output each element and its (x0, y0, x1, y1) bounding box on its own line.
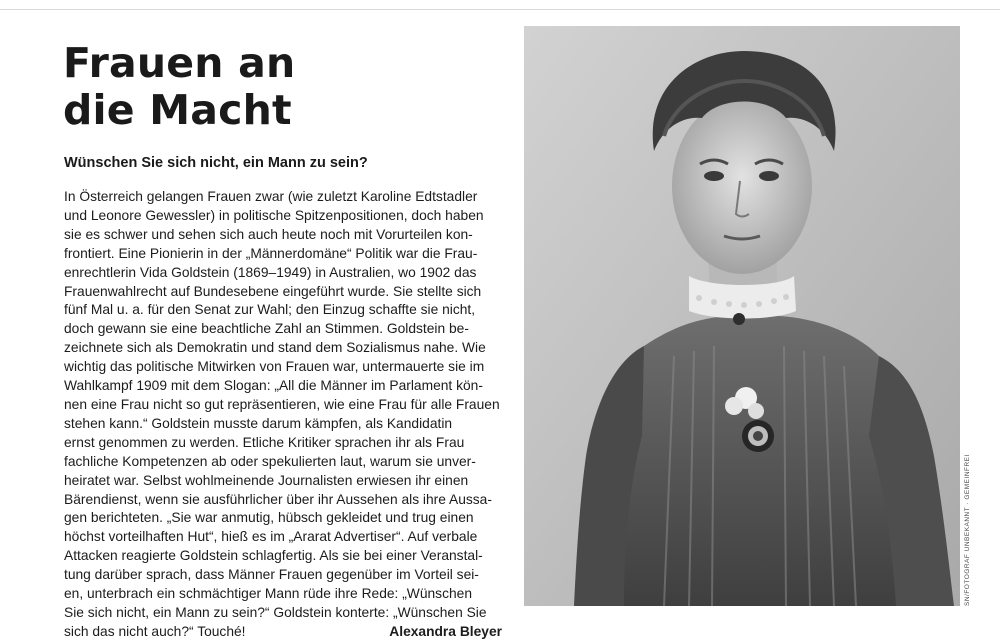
author-name: Alexandra Bleyer (389, 623, 502, 639)
headline (63, 40, 295, 134)
body-line: Attacken reagierte Goldstein schlagfertig. Als sie bei einer Veranstal- (64, 548, 483, 564)
body-line: Frauenwahlrecht auf Bundesebene eingeführt wurde. Sie stellte sich (64, 283, 482, 299)
body-line: ernst genommen zu werden. Etliche Kritiker sprachen ihr als Frau (64, 434, 465, 450)
body-line: Wahlkampf 1909 mit dem Slogan: „All die Männer im Parlament kön- (64, 378, 483, 394)
body-line: sich das nicht auch?“ Touché! (64, 623, 246, 639)
body-line: en, unterbrach ein schmächtiger Mann rüde ihre Rede: „Wünschen (64, 586, 472, 602)
body-line: frontiert. Eine Pionierin in der „Männerdomäne“ Politik war die Frau- (64, 245, 478, 261)
body-line: In Österreich gelangen Frauen zwar (wie zuletzt Karoline Edtstadler (64, 189, 478, 204)
portrait-photo (524, 26, 960, 606)
body-last-line (64, 623, 502, 642)
body-line: heiratet war. Selbst wohlmeinende Journalisten erwiesen ihr einen (64, 472, 469, 488)
headline-line-1: Frauen an (63, 39, 296, 87)
body-line: gen berichteten. „Sie war anmutig, hübsch gekleidet und trug einen (64, 510, 474, 526)
body-line: zeichnete sich als Demokratin und stand dem Sozialismus nahe. Wie (64, 340, 486, 356)
photo-credit: SN/FOTOGRAF UNBEKANNT · GEMEINFREI (964, 454, 971, 606)
body-line: Bärendienst, wenn sie ausführlicher über ihr Aussehen als ihre Aussa- (64, 491, 492, 507)
body-line: wichtig das politische Mitwirken von Frauen war, untermauerte sie im (64, 359, 485, 375)
body-line: und Leonore Gewessler) in politische Spitzenpositionen, doch haben (64, 207, 484, 223)
body-line: nen eine Frau nicht so gut repräsentieren, wie eine Frau für alle Frauen (64, 396, 500, 412)
body-line: höchst vorteilhaften Hut“, hieß es im „Ararat Advertiser“. Auf verbale (64, 529, 478, 545)
body-line: fünf Mal u. a. für den Senat zur Wahl; den Einzug schaffte sie nicht, (64, 302, 476, 318)
article-body (64, 188, 502, 642)
body-line: enrechtlerin Vida Goldstein (1869–1949) in Australien, wo 1902 das (64, 264, 477, 280)
body-line: doch gewann sie eine beachtliche Zahl an Stimmen. Goldstein be- (64, 321, 469, 337)
body-line: stehen kann.“ Goldstein musste darum kämpfen, als Kandidatin (64, 415, 453, 431)
body-line: sie es schwer und sehen sich auch heute noch mit Vorurteilen kon- (64, 226, 473, 242)
headline-line-2: die Macht (63, 86, 292, 134)
body-line: tung darüber sprach, dass Männer Frauen gegenüber im Vorteil sei- (64, 567, 479, 583)
subheading: Wünschen Sie sich nicht, ein Mann zu sein? (64, 155, 368, 171)
body-line: Sie sich nicht, ein Mann zu sein?“ Goldstein konterte: „Wünschen Sie (64, 604, 487, 620)
body-line: fachliche Kompetenzen ab oder spekulierten laut, warum sie unver- (64, 453, 476, 469)
top-rule (0, 9, 1000, 10)
